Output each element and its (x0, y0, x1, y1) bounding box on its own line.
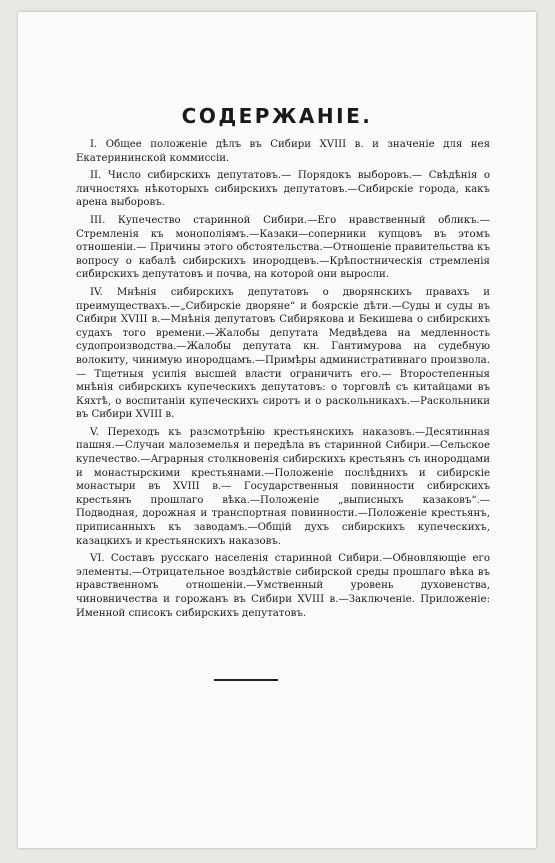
toc-section-3: III. Купечество старинной Сибири.—Его нравственный обликъ.—Стремленія къ монополіямъ.—Казаки—соперники купцовъ въ этомъ отношеніи.— Причины этого обстоятельства.—Отношеніе правительства къ вопросу о кабалѣ сибирскихъ инородцевъ.—Крѣпостническія стремленія сибирскихъ депутатовъ и почва, на которой они выросли. (76, 214, 490, 281)
document-page (18, 12, 536, 848)
toc-section-5: V. Переходъ къ разсмотрѣнію крестьянскихъ наказовъ.—Десятинная пашня.—Случаи малоземелья и передѣла въ старинной Сибири.—Сельское купечество.—Аграрныя столкновенія сибирскихъ крестьянъ съ инородцами и монастырскими крестьянами.—Положеніе послѣднихъ и сибирскіе монастыри въ XVIII в.— Государственныя повинности сибирскихъ крестьянъ прошлаго вѣка.—Положеніе „выписныхъ казаковъ“.— Подводная, дорожная и транспортная повинности.—Положеніе крестьянъ, приписанныхъ къ заводамъ.—Общій духъ сибирскихъ купеческихъ, казацкихъ и крестьянскихъ наказовъ. (76, 426, 490, 547)
toc-section-6: VI. Составъ русскаго населенія старинной Сибири.—Обновляющіе его элементы.—Отрицательное воздѣйствіе сибирской среды прошлаго вѣка въ нравственномъ отношеніи.—Умственный уровень духовенства, чиновничества и горожанъ въ Сибири XVIII в.—Заключеніе. Приложеніе: Именной списокъ сибирскихъ депутатовъ. (76, 553, 490, 619)
table-of-contents (76, 138, 490, 624)
toc-section-1: I. Общее положеніе дѣлъ въ Сибири XVIII в. и значеніе для нея Екатерининской коммиссіи. (76, 139, 490, 164)
toc-section-4: IV. Мнѣнія сибирскихъ депутатовъ о дворянскихъ правахъ и преимуществахъ.—„Сибирскіе дворяне“ и боярскіе дѣти.—Суды и суды въ Сибири XVIII в.—Мнѣнія депутатовъ Сибирякова и Бекишева о сибирскихъ судахъ того времени.—Жалобы депутата Медвѣдева на медленность судопроизводства.—Жалобы депутата кн. Гантимурова на судебную волокиту, чинимую инородцамъ.—Примѣры административнаго произвола.— Тщетныя усилія высшей власти ограничить его.— Второстепенныя мнѣнія сибирскихъ купеческихъ депутатовъ: о торговлѣ съ китайцами въ Кяхтѣ, о воспитаніи купеческихъ сиротъ и о раскольникахъ.—Раскольники въ Сибири XVIII в. (76, 286, 490, 421)
end-divider (214, 679, 278, 681)
page-title: СОДЕРЖАНІЕ. (181, 104, 373, 128)
toc-section-2: II. Число сибирскихъ депутатовъ.— Порядокъ выборовъ.— Свѣдѣнія о личностяхъ нѣкоторыхъ сибирскихъ депутатовъ.—Сибирскіе города, какъ арена выборовъ. (76, 170, 490, 209)
